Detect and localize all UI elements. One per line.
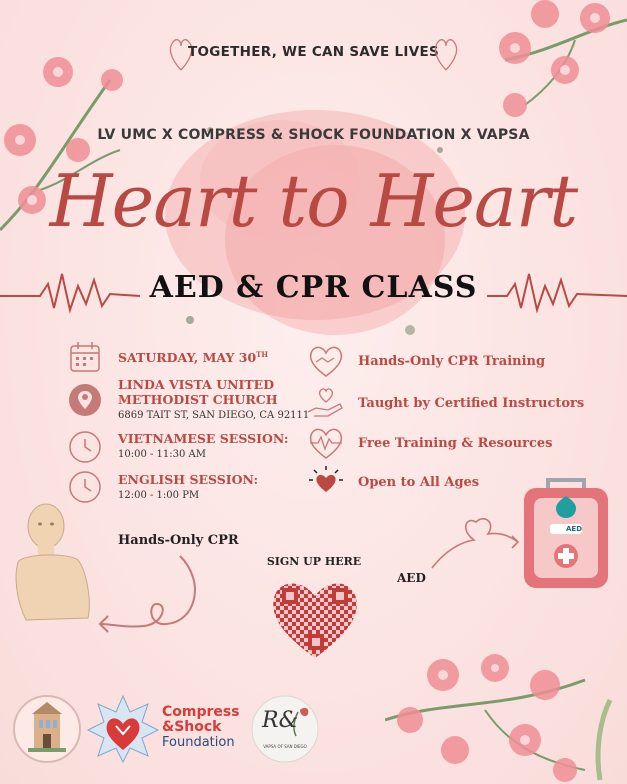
venue-block xyxy=(118,377,309,421)
vapsa-logo-text: R& xyxy=(262,708,299,733)
english-session-time: 12:00 - 1:00 PM xyxy=(118,490,200,501)
venue-name-line2: METHODIST CHURCH xyxy=(118,392,278,407)
compress-shock-wordmark xyxy=(162,705,240,750)
event-subtitle: AED & CPR CLASS xyxy=(149,270,478,305)
feature-all-ages: Open to All Ages xyxy=(358,475,480,490)
foundation-text: Foundation xyxy=(162,735,235,750)
feature-cpr-training: Hands-Only CPR Training xyxy=(358,354,546,369)
feature-free-resources: Free Training & Resources xyxy=(358,436,553,451)
vietnamese-session-label: VIETNAMESE SESSION: xyxy=(118,431,289,446)
vapsa-caption: VAPSA OF SAN DIEGO xyxy=(263,744,307,749)
heartbeat-line-right-icon xyxy=(487,266,627,316)
cpr-manikin-illustration xyxy=(12,500,102,630)
blossom-branch-top-right xyxy=(485,0,627,120)
event-date xyxy=(118,347,268,365)
clock-icon xyxy=(68,430,102,464)
tagline: TOGETHER, WE CAN SAVE LIVES xyxy=(187,44,440,60)
clock-icon xyxy=(68,470,102,504)
aed-device-text: AED xyxy=(566,525,583,533)
heartbeat-line-left-icon xyxy=(0,266,140,316)
event-title: Heart to Heart xyxy=(49,159,578,243)
calendar-icon xyxy=(68,340,102,374)
organizers-line: LV UMC X COMPRESS & SHOCK FOUNDATION X VAPSA xyxy=(97,127,530,143)
feature-certified-instructors: Taught by Certified Instructors xyxy=(358,396,585,411)
english-session xyxy=(118,472,258,501)
event-date-suffix: TH xyxy=(256,350,268,359)
venue-name-line1: LINDA VISTA UNITED xyxy=(118,377,275,392)
signup-label: SIGN UP HERE xyxy=(266,555,362,568)
aed-device-illustration xyxy=(520,476,612,592)
vietnamese-session xyxy=(118,431,288,460)
sparkle-heart-icon xyxy=(306,464,346,498)
heart-arrow-icon xyxy=(430,512,522,572)
location-pin-icon xyxy=(68,383,102,417)
manikin-label: Hands-Only CPR xyxy=(118,533,239,548)
qr-code-heart[interactable] xyxy=(268,574,362,660)
heart-outline-icon xyxy=(433,34,459,74)
handshake-heart-icon xyxy=(306,344,346,378)
shock-text: &Shock xyxy=(162,719,222,735)
english-session-label: ENGLISH SESSION: xyxy=(118,472,259,487)
compress-text: Compress xyxy=(162,704,240,720)
venue-address: 6869 TAIT ST, SAN DIEGO, CA 92111 xyxy=(118,410,310,421)
blossom-branch-bottom-right xyxy=(385,640,627,784)
curly-arrow-heart-icon xyxy=(96,552,216,642)
aed-label: AED xyxy=(397,571,426,585)
event-date-text: SATURDAY, MAY 30 xyxy=(118,350,257,366)
hand-heart-icon xyxy=(306,386,346,420)
vietnamese-session-time: 10:00 - 11:30 AM xyxy=(118,449,207,460)
heart-pulse-icon xyxy=(306,426,346,460)
church-logo xyxy=(12,694,82,764)
compress-shock-logo-icon xyxy=(86,694,160,764)
